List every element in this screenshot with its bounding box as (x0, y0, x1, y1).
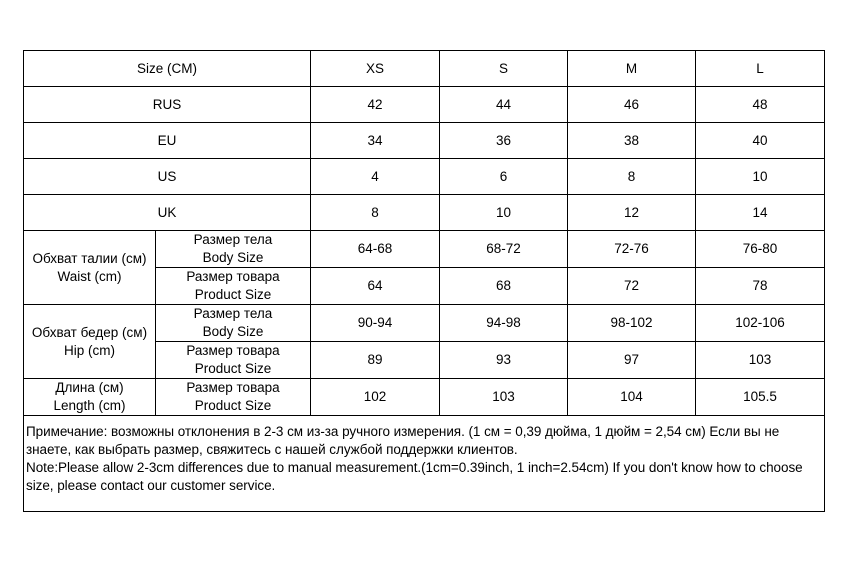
table-cell: 89 (311, 342, 440, 379)
group-label-ru: Обхват талии (см) (32, 250, 147, 266)
sub-label-product-size (156, 342, 311, 379)
size-chart-table (23, 50, 825, 512)
table-cell: 42 (311, 87, 440, 123)
table-cell: 103 (440, 379, 568, 416)
table-cell: 76-80 (696, 231, 825, 268)
table-cell: 34 (311, 123, 440, 159)
sub-label-ru: Размер тела (193, 232, 273, 247)
table-row-rus (24, 87, 825, 123)
sub-label-ru: Размер товара (186, 269, 280, 284)
table-cell: 4 (311, 159, 440, 195)
table-cell: 68 (440, 268, 568, 305)
group-label-ru: Длина (см) (55, 380, 124, 395)
table-cell: 94-98 (440, 305, 568, 342)
table-cell: 48 (696, 87, 825, 123)
row-label-eu: EU (24, 123, 311, 159)
row-label-us: US (24, 159, 311, 195)
sub-label-en: Product Size (194, 287, 272, 302)
group-label-hip (24, 305, 156, 379)
table-cell: 44 (440, 87, 568, 123)
group-label-en: Hip (cm) (64, 342, 115, 358)
table-cell: 102-106 (696, 305, 825, 342)
table-cell: 6 (440, 159, 568, 195)
table-row-uk (24, 195, 825, 231)
sub-label-body-size (156, 305, 311, 342)
size-header-label: Size (CM) (24, 51, 311, 87)
measurement-note (24, 416, 825, 512)
note-en: Note:Please allow 2-3cm differences due to manual measurement.(1cm=0.39inch, 1 inch=2.54cm) If you don't know how to choose size, please contact our customer service. (26, 460, 803, 493)
size-xs-header: XS (311, 51, 440, 87)
table-cell: 78 (696, 268, 825, 305)
table-cell: 64 (311, 268, 440, 305)
table-cell: 103 (696, 342, 825, 379)
table-cell: 40 (696, 123, 825, 159)
table-cell: 46 (568, 87, 696, 123)
sub-label-ru: Размер товара (186, 380, 280, 395)
sub-label-body-size (156, 231, 311, 268)
table-cell: 98-102 (568, 305, 696, 342)
group-label-en: Waist (cm) (57, 268, 122, 284)
table-cell: 8 (311, 195, 440, 231)
table-cell: 8 (568, 159, 696, 195)
group-label-ru: Обхват бедер (см) (31, 324, 148, 340)
header-row (24, 51, 825, 87)
table-row-waist-body (24, 231, 825, 268)
table-cell: 97 (568, 342, 696, 379)
sub-label-ru: Размер товара (186, 343, 280, 358)
sub-label-product-size (156, 379, 311, 416)
table-cell: 12 (568, 195, 696, 231)
table-row-length-product (24, 379, 825, 416)
sub-label-ru: Размер тела (193, 306, 273, 321)
row-label-uk: UK (24, 195, 311, 231)
table-cell: 104 (568, 379, 696, 416)
table-cell: 10 (696, 159, 825, 195)
note-row (24, 416, 825, 512)
group-label-waist (24, 231, 156, 305)
table-cell: 93 (440, 342, 568, 379)
row-label-rus: RUS (24, 87, 311, 123)
table-cell: 36 (440, 123, 568, 159)
sub-label-en: Body Size (202, 250, 264, 265)
sub-label-en: Product Size (194, 361, 272, 376)
table-cell: 68-72 (440, 231, 568, 268)
table-row-hip-body (24, 305, 825, 342)
group-label-en: Length (cm) (53, 398, 126, 413)
table-cell: 14 (696, 195, 825, 231)
table-cell: 10 (440, 195, 568, 231)
table-row-us (24, 159, 825, 195)
sub-label-en: Body Size (202, 324, 264, 339)
sub-label-en: Product Size (194, 398, 272, 413)
sub-label-product-size (156, 268, 311, 305)
size-m-header: M (568, 51, 696, 87)
table-cell: 105.5 (696, 379, 825, 416)
group-label-length (24, 379, 156, 416)
table-cell: 90-94 (311, 305, 440, 342)
table-cell: 38 (568, 123, 696, 159)
size-s-header: S (440, 51, 568, 87)
table-cell: 72-76 (568, 231, 696, 268)
table-cell: 64-68 (311, 231, 440, 268)
table-row-eu (24, 123, 825, 159)
size-l-header: L (696, 51, 825, 87)
table-cell: 72 (568, 268, 696, 305)
table-cell: 102 (311, 379, 440, 416)
note-ru: Примечание: возможны отклонения в 2-3 см из-за ручного измерения. (1 см = 0,39 дюйма, 1 дюйм = 2,54 см) Если вы не знаете, как выбрать размер, свяжитесь с нашей службой поддержки клиентов. (26, 424, 780, 457)
